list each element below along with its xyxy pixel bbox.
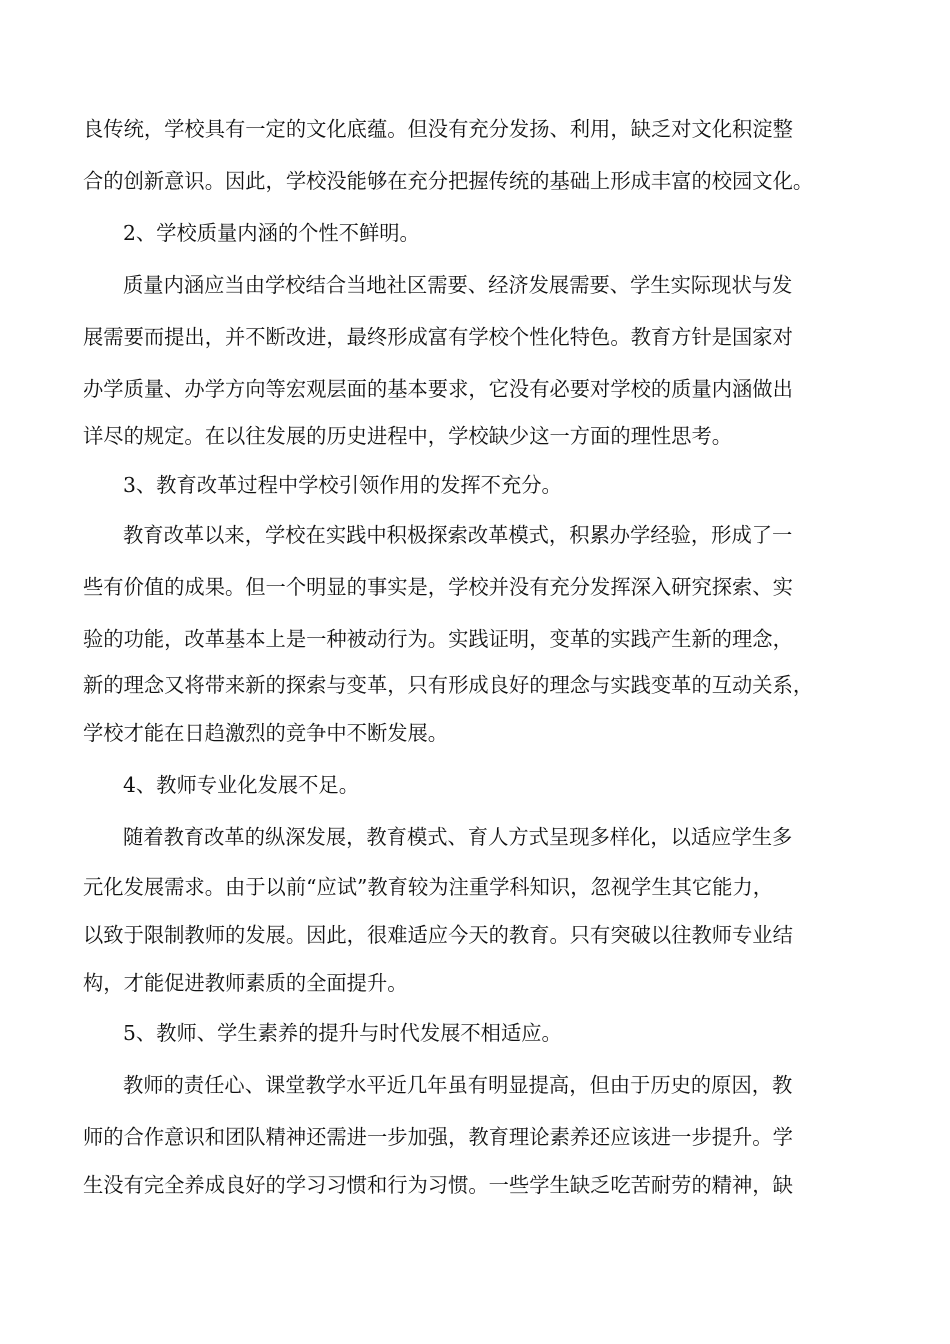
text-line: 新的理念又将带来新的探索与变革，只有形成良好的理念与实践变革的互动关系，	[83, 673, 814, 697]
text-line: 良传统，学校具有一定的文化底蕴。但没有充分发扬、利用，缺乏对文化积淀整	[83, 117, 793, 141]
text-line: 详尽的规定。在以往发展的历史进程中，学校缺少这一方面的理性思考。	[83, 424, 733, 448]
text-line: 展需要而提出，并不断改进，最终形成富有学校个性化特色。教育方针是国家对	[83, 325, 793, 349]
text-line: 合的创新意识。因此，学校没能够在充分把握传统的基础上形成丰富的校园文化。	[83, 169, 814, 193]
text-line: 生没有完全养成良好的学习习惯和行为习惯。一些学生缺乏吃苦耐劳的精神，缺	[83, 1173, 793, 1197]
text-line: 教育改革以来，学校在实践中积极探索改革模式，积累办学经验，形成了一	[123, 523, 793, 547]
text-line: 以致于限制教师的发展。因此，很难适应今天的教育。只有突破以往教师专业结	[83, 923, 793, 947]
text-line: 学校才能在日趋激烈的竞争中不断发展。	[83, 721, 449, 745]
section-heading-2: 2、学校质量内涵的个性不鲜明。	[123, 221, 420, 245]
text-line: 元化发展需求。由于以前“应试”教育较为注重学科知识，忽视学生其它能力，	[83, 875, 774, 899]
text-line: 师的合作意识和团队精神还需进一步加强，教育理论素养还应该进一步提升。学	[83, 1125, 793, 1149]
section-heading-4: 4、教师专业化发展不足。	[123, 773, 359, 797]
text-line: 验的功能，改革基本上是一种被动行为。实践证明，变革的实践产生新的理念，	[83, 627, 793, 651]
section-heading-5: 5、教师、学生素养的提升与时代发展不相适应。	[123, 1021, 562, 1045]
text-line: 办学质量、办学方向等宏观层面的基本要求，它没有必要对学校的质量内涵做出	[83, 377, 793, 401]
text-line: 质量内涵应当由学校结合当地社区需要、经济发展需要、学生实际现状与发	[123, 273, 793, 297]
text-line: 教师的责任心、课堂教学水平近几年虽有明显提高，但由于历史的原因，教	[123, 1073, 793, 1097]
text-line: 些有价值的成果。但一个明显的事实是，学校并没有充分发挥深入研究探索、实	[83, 575, 793, 599]
section-heading-3: 3、教育改革过程中学校引领作用的发挥不充分。	[123, 473, 562, 497]
text-line: 随着教育改革的纵深发展，教育模式、育人方式呈现多样化，以适应学生多	[123, 825, 793, 849]
text-line: 构，才能促进教师素质的全面提升。	[83, 971, 408, 995]
